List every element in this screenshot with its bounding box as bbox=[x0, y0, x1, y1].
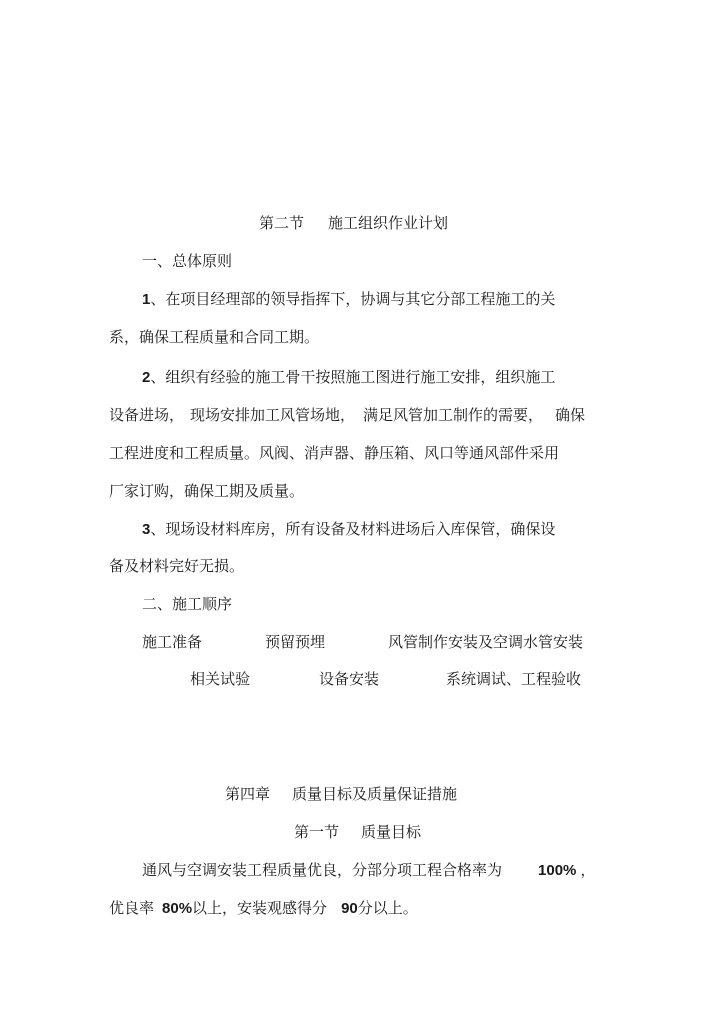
item2-text-2a: 设备进场， bbox=[109, 406, 185, 424]
item2-line2 bbox=[109, 405, 585, 425]
item3-line1 bbox=[142, 519, 555, 539]
part1-heading: 一、总体原则 bbox=[142, 252, 233, 270]
item2-text-1: 、组织有经验的施工骨干按照施工图进行施工安排，组织施工 bbox=[150, 368, 556, 386]
item3-number: 3 bbox=[142, 521, 151, 538]
sequence-step-4: 相关试验 bbox=[190, 670, 251, 688]
item3-text-1: 、现场设材料库房，所有设备及材料进场后入库保管，确保设 bbox=[150, 520, 556, 538]
quality-text-2c: 以上，安装观感得分 bbox=[192, 899, 328, 917]
item3-line2: 备及材料完好无损。 bbox=[109, 557, 245, 575]
sequence-step-5: 设备安装 bbox=[319, 670, 380, 688]
chapter-title-number: 第四章 bbox=[225, 785, 271, 803]
chapter-title-text: 质量目标及质量保证措施 bbox=[292, 785, 458, 803]
item2-line4: 厂家订购，确保工期及质量。 bbox=[109, 482, 305, 500]
sequence-step-2: 预留预埋 bbox=[265, 633, 326, 651]
quality-text-2a: 优良率 bbox=[109, 899, 155, 917]
item1-text-1: 、在项目经理部的领导指挥下，协调与其它分部工程施工的关 bbox=[150, 290, 556, 308]
quality-line2 bbox=[109, 898, 418, 918]
part2-heading: 二、施工顺序 bbox=[142, 595, 233, 613]
chapter-title bbox=[225, 784, 457, 804]
pass-rate-value: 100% bbox=[538, 862, 577, 879]
item1-number: 1 bbox=[142, 291, 151, 308]
item2-line3: 工程进度和工程质量。风阀、消声器、静压箱、风口等通风部件采用 bbox=[109, 444, 560, 462]
subsection-title-text: 质量目标 bbox=[361, 823, 422, 841]
section-title-number: 第二节 bbox=[259, 214, 305, 232]
quality-text-1c: ， bbox=[580, 861, 596, 879]
subsection-title-number: 第一节 bbox=[294, 823, 340, 841]
item2-text-2c: 满足风管加工制作的需要， bbox=[363, 406, 544, 424]
excellence-rate-value: 80% bbox=[162, 900, 193, 917]
quality-line1 bbox=[142, 860, 595, 880]
section-title bbox=[259, 213, 448, 233]
sequence-step-1: 施工准备 bbox=[142, 633, 203, 651]
item2-line1 bbox=[142, 367, 555, 387]
quality-text-2e: 分以上。 bbox=[357, 899, 418, 917]
item1-line1 bbox=[142, 289, 555, 309]
sequence-step-3: 风管制作安装及空调水管安装 bbox=[388, 633, 584, 651]
item1-line2: 系，确保工程质量和合同工期。 bbox=[109, 328, 320, 346]
quality-text-1a: 通风与空调安装工程质量优良，分部分项工程合格率为 bbox=[142, 861, 503, 879]
appearance-score-value: 90 bbox=[341, 900, 358, 917]
section-title-text: 施工组织作业计划 bbox=[328, 214, 449, 232]
subsection-title bbox=[294, 822, 421, 842]
item2-number: 2 bbox=[142, 369, 151, 386]
item2-text-2b: 现场安排加工风管场地， bbox=[190, 406, 356, 424]
sequence-step-6: 系统调试、工程验收 bbox=[446, 670, 582, 688]
item2-text-2d: 确保 bbox=[555, 406, 586, 424]
